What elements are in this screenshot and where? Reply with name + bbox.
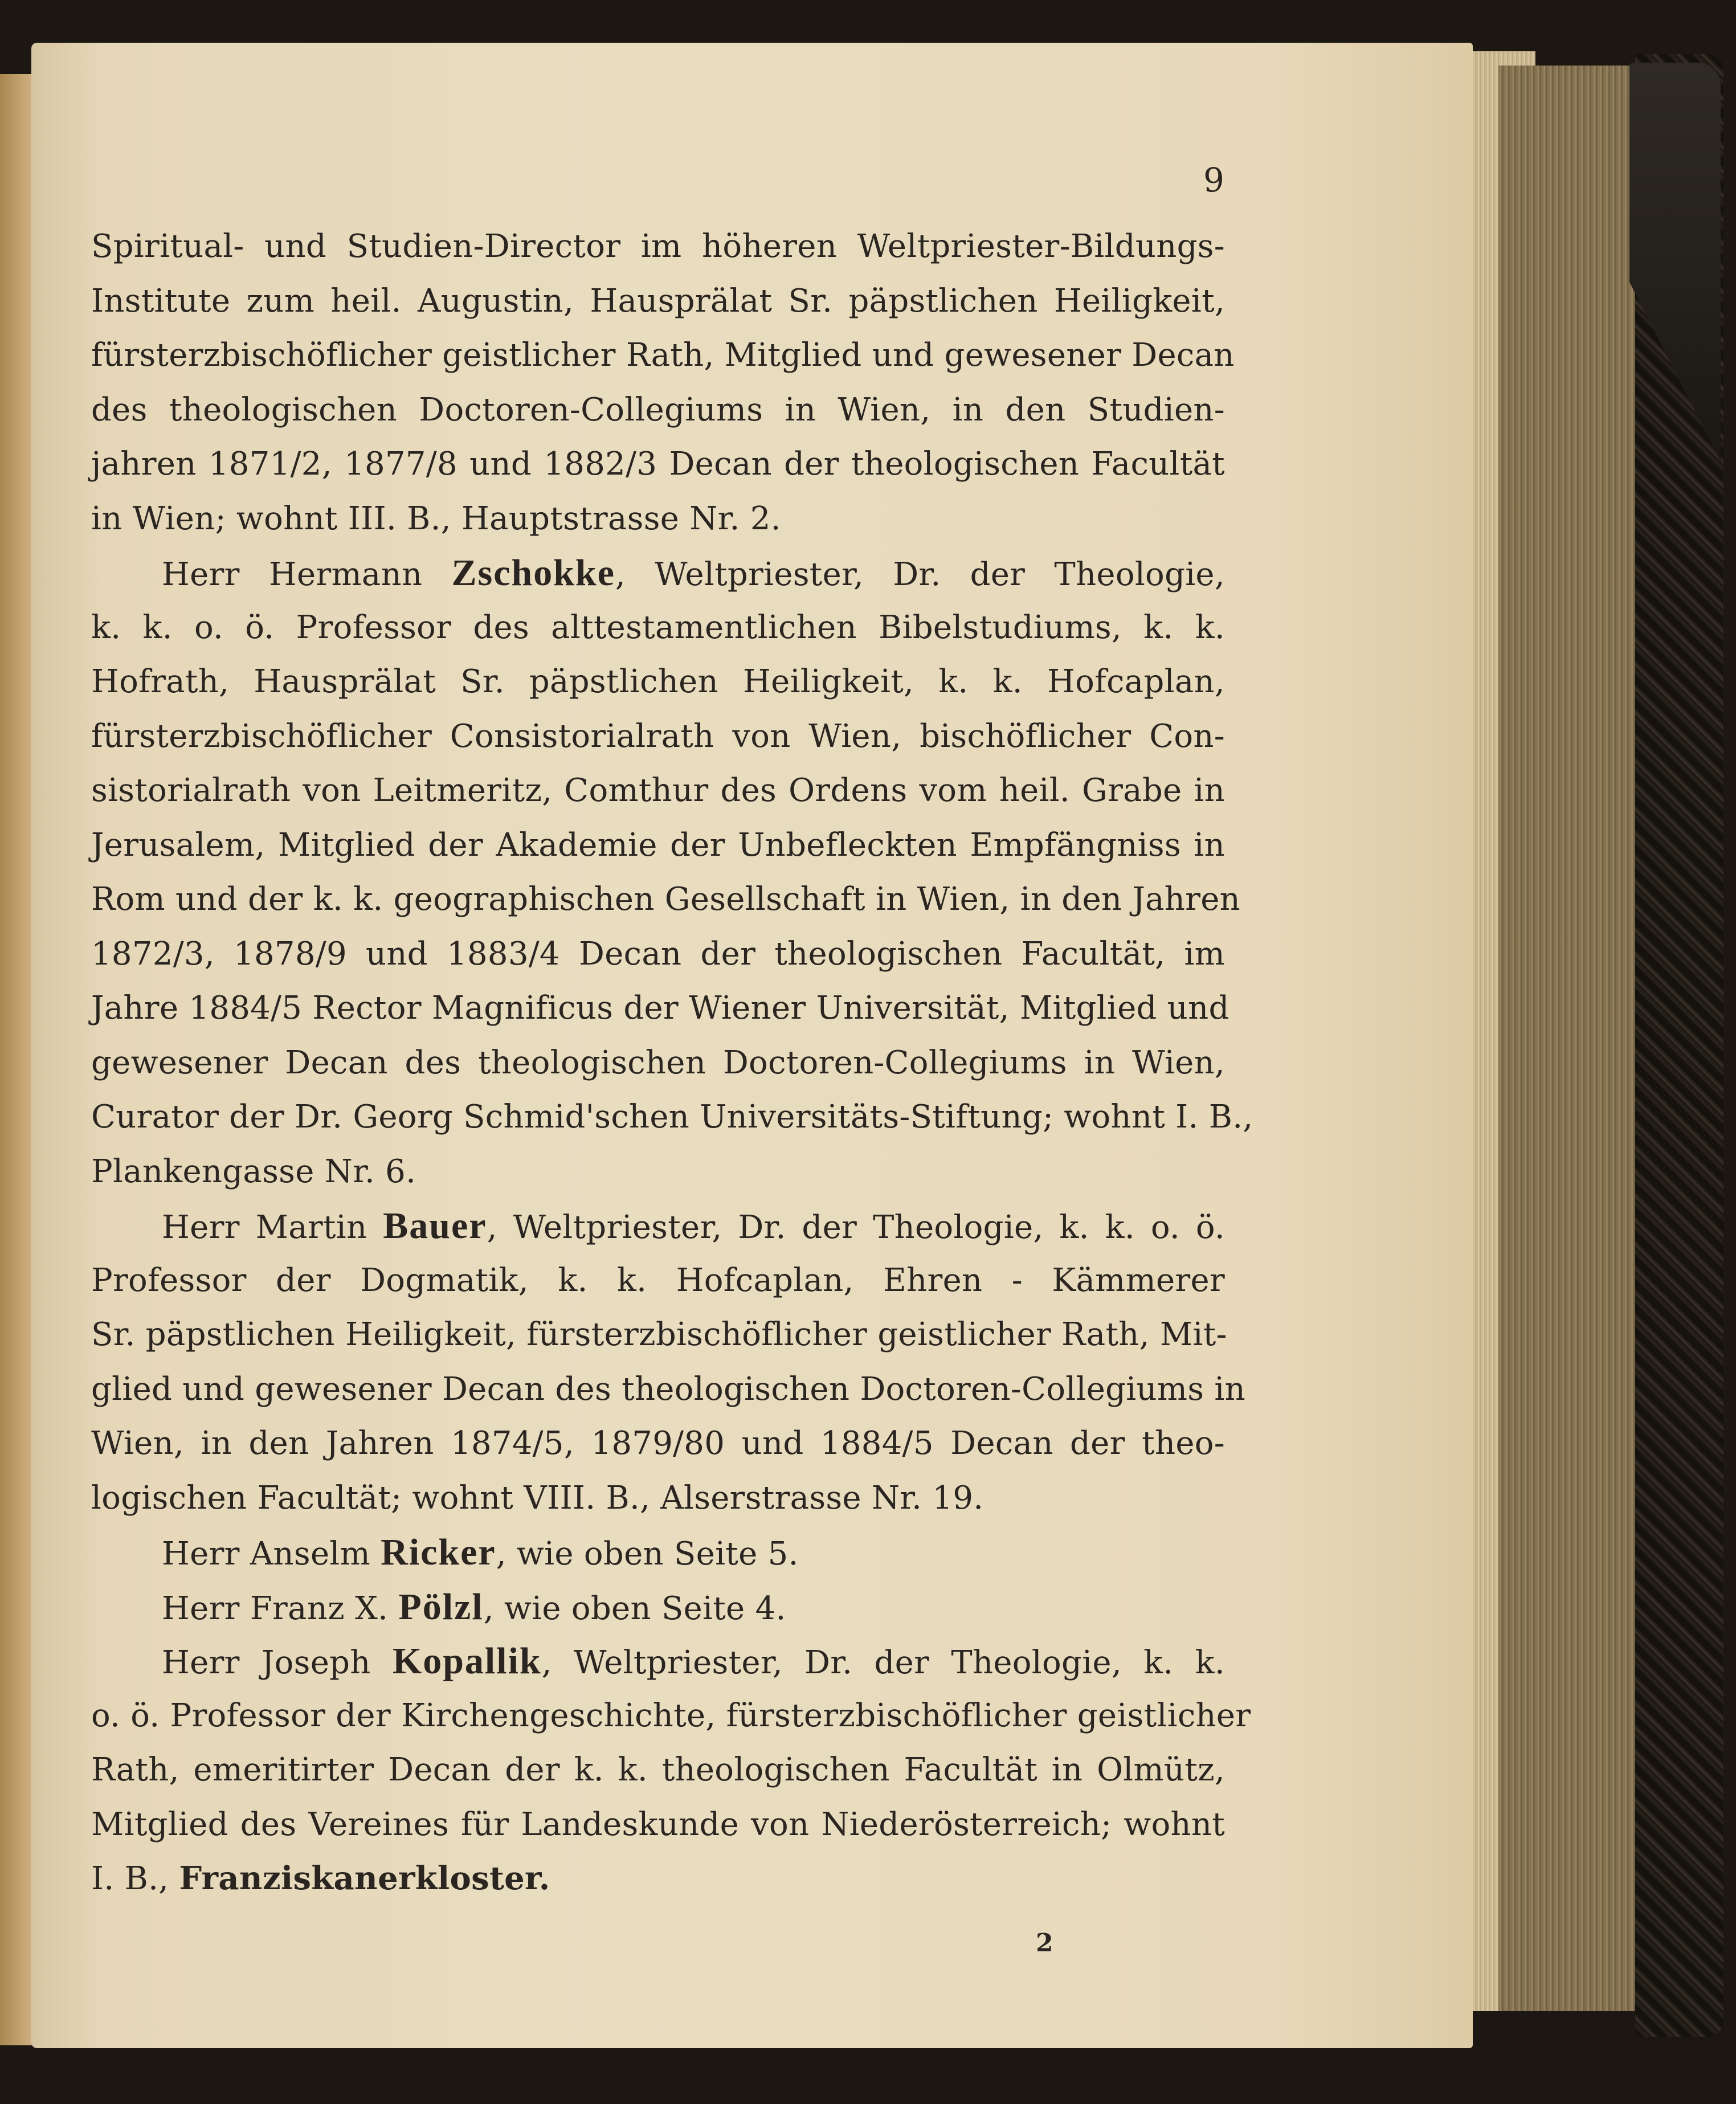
text-line: Professor der Dogmatik, k. k. Hofcaplan, Ehren - Kämmerer (91, 1261, 1225, 1299)
entry-heading-line (91, 1634, 1225, 1689)
text-line: jahren 1871/2, 1877/8 und 1882/3 Decan der theologischen Facultät (91, 446, 1225, 483)
entry-heading-line (91, 1199, 1225, 1253)
signature-mark: 2 (1036, 1929, 1053, 1958)
text-line: fürsterzbischöflicher geistlicher Rath, Mitglied und gewesener Decan (91, 337, 1235, 374)
entry-text: , Weltpriester, Dr. der Theologie, (615, 556, 1225, 593)
entry-title: Herr Martin (162, 1209, 367, 1246)
page-body-text (91, 219, 1253, 1906)
entry-surname: Bauer (383, 1205, 487, 1247)
text-line: 1872/3, 1878/9 und 1883/4 Decan der theologischen Facultät, im (91, 935, 1225, 973)
address-bold-text: Franziskanerkloster. (179, 1860, 550, 1897)
entry-surname: Kopallik (392, 1640, 542, 1682)
text-line: Rath, emeritirter Decan der k. k. theologischen Facultät in Olmütz, (91, 1751, 1225, 1788)
text-line: glied und gewesener Decan des theologischen Doctoren-Collegiums in (91, 1370, 1245, 1408)
text-line: in Wien; wohnt III. B., Hauptstrasse Nr. 2. (91, 500, 781, 537)
entry-text: , Weltpriester, Dr. der Theologie, k. k. o. ö. (487, 1209, 1225, 1246)
entry-text: , wie oben Seite 5. (496, 1535, 799, 1572)
text-line: Rom und der k. k. geographischen Gesellschaft in Wien, in den Jahren (91, 881, 1241, 918)
entry-heading-line (91, 546, 1225, 600)
entry-text: , Weltpriester, Dr. der Theologie, k. k. (541, 1644, 1225, 1681)
text-line (91, 1852, 1225, 1906)
text-line: o. ö. Professor der Kirchengeschichte, fürsterzbischöflicher geistlicher (91, 1697, 1251, 1734)
text-line: k. k. o. ö. Professor des alttestamentlichen Bibelstudiums, k. k. (91, 608, 1225, 646)
entry-title: Herr Franz X. (162, 1590, 389, 1627)
text-line: Sr. päpstlichen Heiligkeit, fürsterzbischöflicher geistlicher Rath, Mit- (91, 1316, 1227, 1353)
entry-surname: Ricker (381, 1531, 496, 1573)
text-line: gewesener Decan des theologischen Doctoren-Collegiums in Wien, (91, 1044, 1225, 1081)
text-line: Wien, in den Jahren 1874/5, 1879/80 und 1884/5 Decan der theo- (91, 1425, 1225, 1462)
text-line: Plankengasse Nr. 6. (91, 1153, 416, 1190)
entry-heading-line (91, 1580, 1225, 1635)
text-line: Spiritual- und Studien-Director im höheren Weltpriester-Bildungs- (91, 228, 1225, 265)
text-line: Institute zum heil. Augustin, Hausprälat Sr. päpstlichen Heiligkeit, (91, 282, 1225, 320)
entry-text: , wie oben Seite 4. (483, 1590, 786, 1627)
entry-surname: Zschokke (451, 552, 615, 594)
entry-title: Herr Anselm (162, 1535, 371, 1572)
text-line: Jerusalem, Mitglied der Akademie der Unbefleckten Empfängniss in (91, 826, 1225, 864)
text-line: sistorialrath von Leitmeritz, Comthur des Ordens vom heil. Grabe in (91, 772, 1225, 809)
page-number: 9 (1203, 161, 1224, 199)
text-line: Hofrath, Hausprälat Sr. päpstlichen Heiligkeit, k. k. Hofcaplan, (91, 663, 1225, 700)
text-line: Curator der Dr. Georg Schmid'schen Universitäts-Stiftung; wohnt I. B., (91, 1098, 1253, 1135)
text-line: des theologischen Doctoren-Collegiums in Wien, in den Studien- (91, 391, 1225, 428)
text-line: logischen Facultät; wohnt VIII. B., Alserstrasse Nr. 19. (91, 1479, 984, 1517)
text-line: Mitglied des Vereines für Landeskunde von Niederösterreich; wohnt (91, 1805, 1225, 1843)
book-fore-edge (1498, 66, 1635, 2011)
entry-surname: Pölzl (398, 1586, 484, 1628)
address-text: I. B., (91, 1860, 169, 1897)
entry-heading-line (91, 1525, 1225, 1580)
entry-title: Herr Joseph (162, 1644, 371, 1681)
text-line: fürsterzbischöflicher Consistorialrath von Wien, bischöflicher Con- (91, 717, 1225, 755)
text-line: Jahre 1884/5 Rector Magnificus der Wiener Universität, Mitglied und (91, 990, 1230, 1027)
entry-title: Herr Hermann (162, 556, 423, 593)
